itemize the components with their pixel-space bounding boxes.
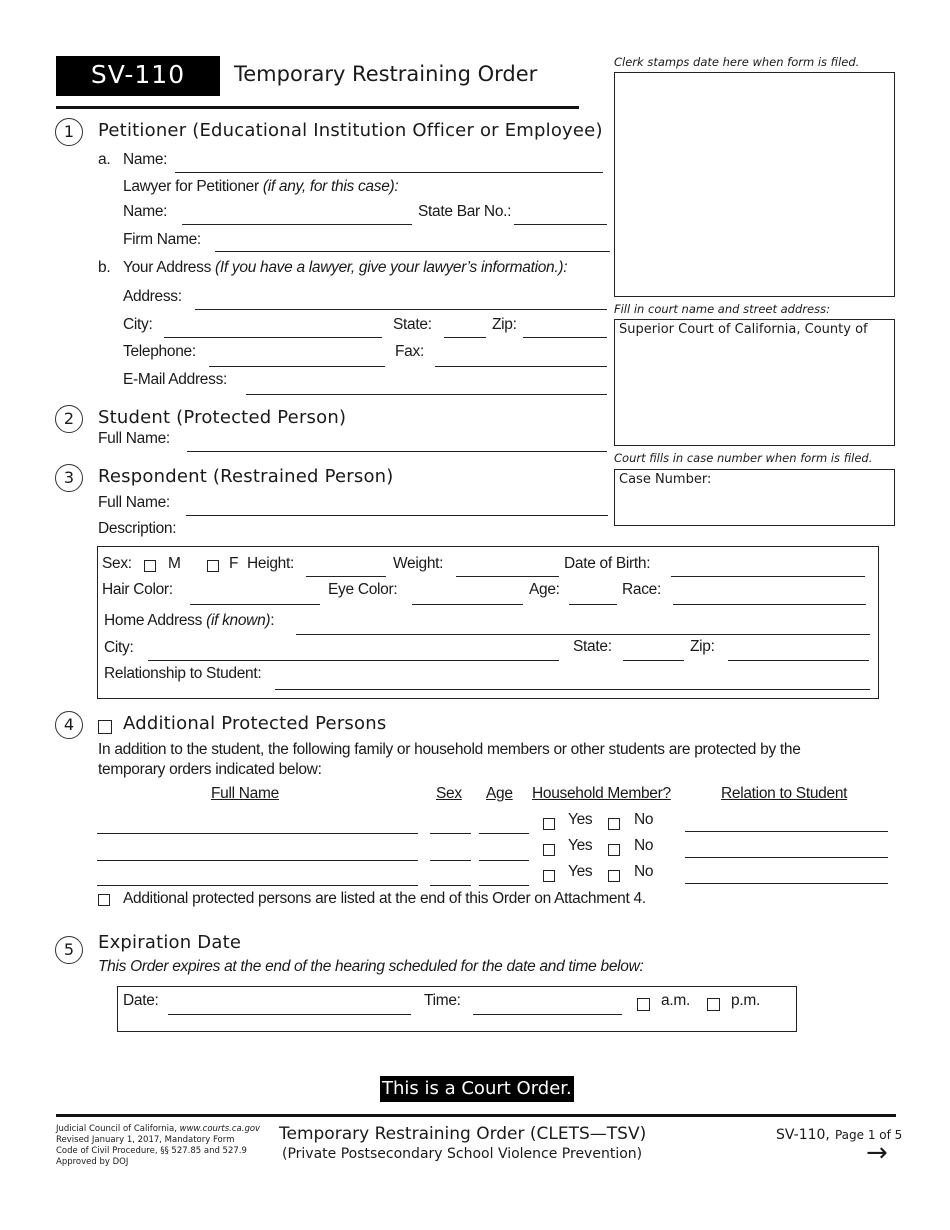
home-address-label xyxy=(104,612,274,630)
your-address-text: Your Address xyxy=(123,259,212,276)
person-3-no-label: No xyxy=(634,863,654,880)
person-1-sex-field[interactable] xyxy=(430,833,471,834)
person-2-relation-field[interactable] xyxy=(685,857,888,858)
footer-left-block xyxy=(56,1124,260,1168)
col-household: Household Member? xyxy=(532,785,671,802)
telephone-field[interactable] xyxy=(209,366,385,367)
age-label: Age: xyxy=(529,581,560,598)
state-label: State: xyxy=(393,316,432,333)
clerk-stamp-label: Clerk stamps date here when form is filed. xyxy=(614,55,860,69)
state-field[interactable] xyxy=(444,337,486,338)
section-5-number: 5 xyxy=(55,936,83,964)
respondent-full-name-label: Full Name: xyxy=(98,494,170,511)
resp-zip-label: Zip: xyxy=(690,638,715,655)
person-3-yes-label: Yes xyxy=(568,863,593,880)
person-2-name-field[interactable] xyxy=(97,860,418,861)
footer-page-text: Page 1 of 5 xyxy=(834,1128,903,1142)
telephone-label: Telephone: xyxy=(123,343,196,360)
footer-approved-line: Approved by DOJ xyxy=(56,1157,129,1167)
person-2-yes-checkbox[interactable] xyxy=(543,844,555,856)
header-rule xyxy=(56,106,579,109)
footer-council-text: Judicial Council of California, xyxy=(56,1124,177,1134)
zip-field[interactable] xyxy=(523,337,607,338)
section-4-heading: Additional Protected Persons xyxy=(123,713,387,734)
lawyer-label-note: (if any, for this case): xyxy=(262,178,399,195)
hearing-time-field[interactable] xyxy=(473,1014,622,1015)
footer-title-line1: Temporary Restraining Order (CLETS—TSV) xyxy=(279,1124,647,1144)
expiration-note: This Order expires at the end of the hearing scheduled for the date and time below: xyxy=(98,958,644,975)
person-3-yes-checkbox[interactable] xyxy=(543,870,555,882)
lawyer-name-field[interactable] xyxy=(182,224,412,225)
lawyer-label-text: Lawyer for Petitioner xyxy=(123,178,259,195)
next-page-arrow-icon[interactable]: → xyxy=(866,1138,888,1168)
email-field[interactable] xyxy=(246,394,607,395)
person-3-relation-field[interactable] xyxy=(685,883,888,884)
petitioner-name-field[interactable] xyxy=(175,172,603,173)
person-1-yes-checkbox[interactable] xyxy=(543,818,555,830)
pm-label: p.m. xyxy=(731,992,760,1009)
footer-rule xyxy=(56,1114,896,1117)
your-address-label xyxy=(123,259,567,277)
relationship-field[interactable] xyxy=(275,689,870,690)
item-b-letter: b. xyxy=(98,259,111,276)
home-address-colon: : xyxy=(270,612,275,629)
relationship-label: Relationship to Student: xyxy=(104,665,262,682)
weight-field[interactable] xyxy=(456,576,559,577)
sex-female-label: F xyxy=(229,555,239,572)
form-title: Temporary Restraining Order xyxy=(234,62,538,86)
resp-zip-field[interactable] xyxy=(728,660,869,661)
clerk-stamp-box xyxy=(614,72,895,297)
race-field[interactable] xyxy=(673,604,866,605)
petitioner-name-label: Name: xyxy=(123,151,168,168)
person-2-age-field[interactable] xyxy=(479,860,529,861)
state-bar-label: State Bar No.: xyxy=(418,203,512,220)
section-3-number: 3 xyxy=(55,464,83,492)
hair-color-field[interactable] xyxy=(190,604,320,605)
col-relation: Relation to Student xyxy=(721,785,848,802)
section-4-intro-line2: temporary orders indicated below: xyxy=(98,761,322,778)
fax-field[interactable] xyxy=(435,366,607,367)
attachment-4-text: Additional protected persons are listed at the end of this Order on Attachment 4. xyxy=(123,890,646,907)
hearing-box xyxy=(117,986,797,1032)
person-3-name-field[interactable] xyxy=(97,885,418,886)
home-address-note: (if known) xyxy=(206,612,271,629)
eye-color-field[interactable] xyxy=(412,604,523,605)
footer-council-line xyxy=(56,1124,260,1135)
person-1-age-field[interactable] xyxy=(479,833,529,834)
description-label: Description: xyxy=(98,520,177,537)
email-label: E-Mail Address: xyxy=(123,371,228,388)
person-3-no-checkbox[interactable] xyxy=(608,870,620,882)
resp-state-label: State: xyxy=(573,638,612,655)
fax-label: Fax: xyxy=(395,343,424,360)
firm-name-label: Firm Name: xyxy=(123,231,201,248)
age-field[interactable] xyxy=(569,604,617,605)
dob-label: Date of Birth: xyxy=(564,555,651,572)
section-4-number: 4 xyxy=(55,711,83,739)
person-1-yes-label: Yes xyxy=(568,811,593,828)
sex-female-checkbox[interactable] xyxy=(207,560,219,572)
person-1-relation-field[interactable] xyxy=(685,831,888,832)
col-age: Age xyxy=(486,785,513,802)
am-checkbox[interactable] xyxy=(637,998,650,1011)
your-address-note: (If you have a lawyer, give your lawyer’s information.): xyxy=(215,259,568,276)
footer-code-line: Code of Civil Procedure, §§ 527.85 and 527.9 xyxy=(56,1146,247,1156)
form-id-badge xyxy=(56,56,220,96)
court-order-banner: This is a Court Order. xyxy=(380,1076,574,1102)
section-4-intro-line1: In addition to the student, the following family or household members or other students are protected by the xyxy=(98,741,801,758)
court-name-text: Superior Court of California, County of xyxy=(619,322,868,337)
pm-checkbox[interactable] xyxy=(707,998,720,1011)
footer-council-url[interactable]: www.courts.ca.gov xyxy=(179,1124,261,1134)
home-address-text: Home Address xyxy=(104,612,203,629)
section-1-number: 1 xyxy=(55,118,83,146)
student-full-name-label: Full Name: xyxy=(98,430,170,447)
attachment-4-checkbox[interactable] xyxy=(98,894,110,906)
hearing-date-field[interactable] xyxy=(168,1014,411,1015)
person-1-no-checkbox[interactable] xyxy=(608,818,620,830)
section-1-heading: Petitioner (Educational Institution Officer or Employee) xyxy=(98,120,603,141)
footer-revised-line: Revised January 1, 2017, Mandatory Form xyxy=(56,1135,235,1145)
footer-title-line2: (Private Postsecondary School Violence Prevention) xyxy=(282,1146,643,1162)
additional-persons-checkbox[interactable] xyxy=(98,720,112,734)
person-2-no-label: No xyxy=(634,837,654,854)
zip-label: Zip: xyxy=(492,316,517,333)
height-label: Height: xyxy=(247,555,295,572)
person-1-name-field[interactable] xyxy=(97,833,418,834)
form-id-text: SV-110 xyxy=(90,60,186,89)
col-full-name: Full Name xyxy=(211,785,279,802)
person-2-no-checkbox[interactable] xyxy=(608,844,620,856)
person-2-yes-label: Yes xyxy=(568,837,593,854)
court-name-label: Fill in court name and street address: xyxy=(614,302,830,316)
respondent-description-box xyxy=(97,546,879,699)
section-5-heading: Expiration Date xyxy=(98,932,242,953)
section-2-number: 2 xyxy=(55,405,83,433)
city-field[interactable] xyxy=(164,337,382,338)
address-label: Address: xyxy=(123,288,182,305)
resp-city-field[interactable] xyxy=(148,660,559,661)
person-1-no-label: No xyxy=(634,811,654,828)
dob-field[interactable] xyxy=(671,576,865,577)
footer-form-id: SV-110, xyxy=(776,1127,830,1143)
hair-color-label: Hair Color: xyxy=(102,581,173,598)
resp-city-label: City: xyxy=(104,639,134,656)
section-3-heading: Respondent (Restrained Person) xyxy=(98,466,394,487)
home-address-field[interactable] xyxy=(296,634,870,635)
sex-male-label: M xyxy=(168,555,181,572)
sex-label: Sex: xyxy=(102,555,132,572)
section-2-heading: Student (Protected Person) xyxy=(98,407,347,428)
hearing-date-label: Date: xyxy=(123,992,159,1009)
weight-label: Weight: xyxy=(393,555,444,572)
state-bar-field[interactable] xyxy=(514,224,607,225)
firm-name-field[interactable] xyxy=(215,251,610,252)
case-number-note: Court fills in case number when form is filed. xyxy=(614,451,873,465)
height-field[interactable] xyxy=(306,576,386,577)
person-3-sex-field[interactable] xyxy=(430,885,471,886)
race-label: Race: xyxy=(622,581,661,598)
hearing-time-label: Time: xyxy=(424,992,461,1009)
address-field[interactable] xyxy=(195,309,607,310)
person-2-sex-field[interactable] xyxy=(430,860,471,861)
person-3-age-field[interactable] xyxy=(479,885,529,886)
court-name-box[interactable] xyxy=(614,319,895,446)
am-label: a.m. xyxy=(661,992,690,1009)
lawyer-label xyxy=(123,178,398,196)
resp-state-field[interactable] xyxy=(623,660,684,661)
eye-color-label: Eye Color: xyxy=(328,581,398,598)
student-full-name-field[interactable] xyxy=(187,451,607,452)
case-number-box[interactable] xyxy=(614,469,895,526)
col-sex: Sex xyxy=(436,785,462,802)
respondent-full-name-field[interactable] xyxy=(186,515,608,516)
item-a-letter: a. xyxy=(98,151,111,168)
case-number-label: Case Number: xyxy=(619,472,712,487)
lawyer-name-label: Name: xyxy=(123,203,168,220)
sex-male-checkbox[interactable] xyxy=(144,560,156,572)
city-label: City: xyxy=(123,316,153,333)
